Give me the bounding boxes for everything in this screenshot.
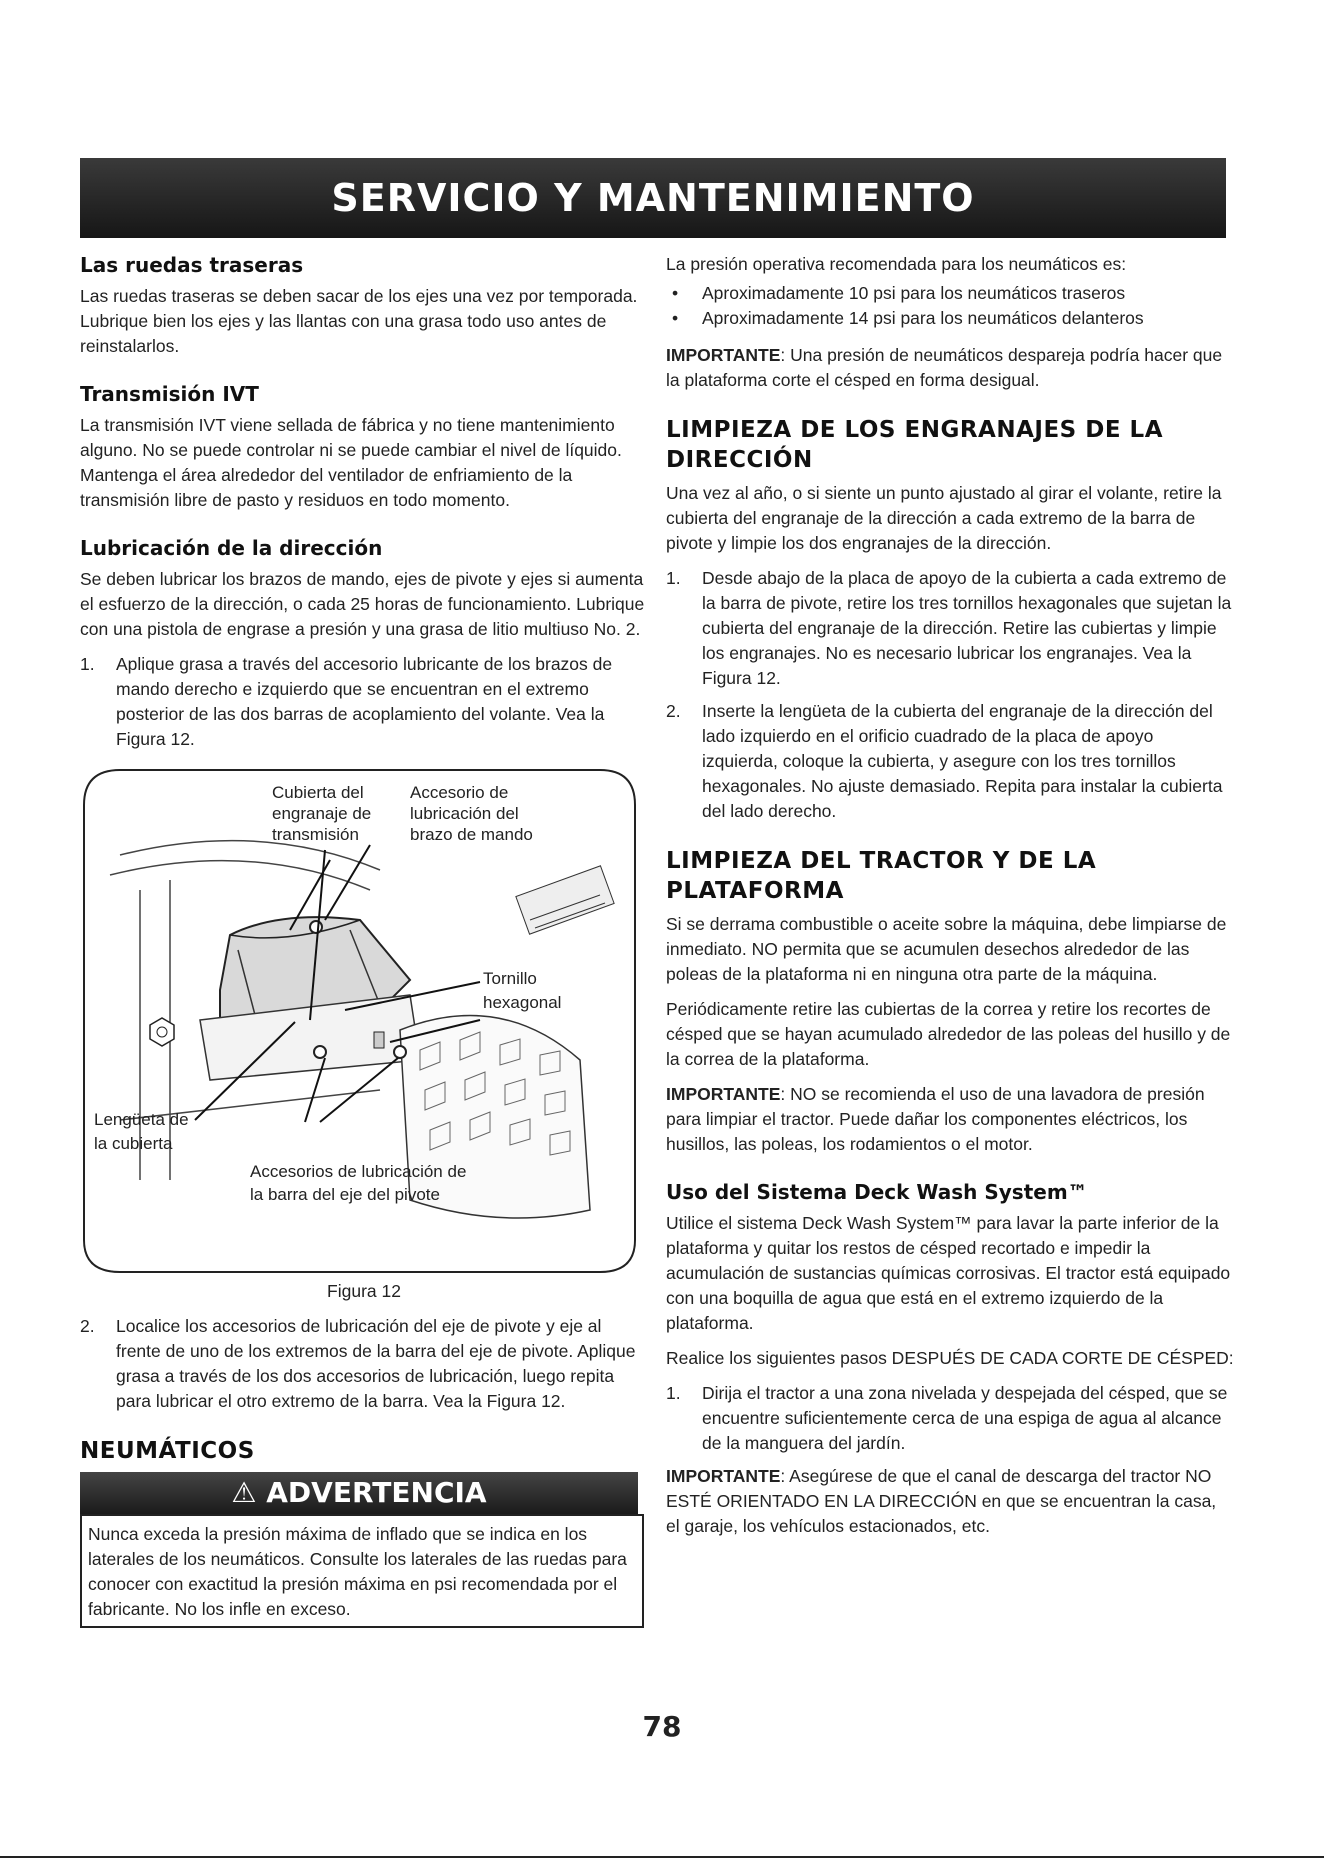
steering-lube-steps xyxy=(80,652,648,752)
label-line: Tornillo xyxy=(483,969,537,988)
text-transmission: La transmisión IVT viene sellada de fábrica y no tiene mantenimiento alguno. No se puede controlar ni se puede cambiar el nivel de líquido. Mantenga el área alrededor del ventilador de enfriamiento de la transmisión libre de pasto y residuos en todo momento. xyxy=(80,415,622,510)
step-text: Aplique grasa a través del accesorio lubricante de los brazos de mando derecho e izquierdo que se encuentran en el extremo posterior de las dos barras de acoplamiento del volante. Vea la Figura 12. xyxy=(116,654,613,749)
label-line: hexagonal xyxy=(483,993,562,1012)
figure-12 xyxy=(80,760,640,1275)
step-text: Desde abajo de la placa de apoyo de la cubierta a cada extremo de la barra de pivote, retire los tres tornillos hexagonales que sujetan la cubierta del engranaje de la dirección. Retire las cubiertas y limpie los engranajes. No es necesario lubricar los engranajes. Vea la Figura 12. xyxy=(702,568,1232,688)
bullet: • xyxy=(672,283,679,303)
list-item xyxy=(666,281,1234,306)
steering-gears-steps xyxy=(666,566,1234,824)
text-cleaning-1: Si se derrama combustible o aceite sobre la máquina, debe limpiarse de inmediato. NO permita que se acumulen desechos alrededor de las poleas de la plataforma ni en ninguna otra parte de la máquina. xyxy=(666,914,1227,984)
heading-cleaning: LIMPIEZA DEL TRACTOR Y DE LA PLATAFORMA xyxy=(666,848,1097,904)
page-number: 78 xyxy=(642,1710,682,1743)
label-cover-tab xyxy=(94,1108,189,1156)
label-line: la cubierta xyxy=(94,1134,173,1153)
text-deck-wash-2: Realice los siguientes pasos DESPUÉS DE CADA CORTE DE CÉSPED: xyxy=(666,1348,1234,1368)
step-text: Inserte la lengüeta de la cubierta del engranaje de la dirección del lado izquierdo en el orificio cuadrado de la placa de apoyo izquierda, coloque la cubierta, y asegure con los tres tornillos hexagonales. No ajuste demasiado. Repita para instalar la cubierta del lado derecho. xyxy=(702,701,1223,821)
label-gear-cover xyxy=(272,782,371,845)
warning-title: ADVERTENCIA xyxy=(266,1476,487,1509)
heading-deck-wash: Uso del Sistema Deck Wash System™ xyxy=(666,1180,1088,1204)
section-rear-wheels xyxy=(80,252,648,359)
label-line: lubricación del xyxy=(410,804,519,823)
label-line: Accesorio de xyxy=(410,783,509,802)
list-item xyxy=(666,699,1234,824)
bullet: • xyxy=(672,308,679,328)
heading-transmission: Transmisión IVT xyxy=(80,382,259,406)
step-number: 1. xyxy=(666,568,681,588)
step-number: 2. xyxy=(666,701,681,721)
step-number: 1. xyxy=(80,654,95,674)
label-line: brazo de mando xyxy=(410,825,533,844)
section-deck-wash xyxy=(666,1179,1234,1539)
steering-lube-steps-cont xyxy=(80,1314,648,1414)
warning-box xyxy=(80,1514,644,1628)
important-text: : NO se recomienda el uso de una lavadora de presión para limpiar el tractor. Puede dañar los componentes eléctricos, los husillos, las poleas, los rodamientos o el motor. xyxy=(666,1084,1205,1154)
section-steering-gears xyxy=(666,415,1234,824)
figure-caption: Figura 12 xyxy=(327,1281,401,1301)
list-item xyxy=(666,566,1234,691)
label-pivot-fittings xyxy=(250,1160,466,1206)
heading-steering-gears: LIMPIEZA DE LOS ENGRANAJES DE LA DIRECCIÓN xyxy=(666,417,1163,473)
step-number: 1. xyxy=(666,1383,681,1403)
label-line: Cubierta del xyxy=(272,783,364,802)
section-cleaning xyxy=(666,846,1234,1157)
important-label: IMPORTANTE xyxy=(666,1466,781,1486)
deck-wash-steps xyxy=(666,1381,1234,1456)
list-item xyxy=(666,306,1234,331)
list-item xyxy=(666,1381,1234,1456)
text-rear-wheels: Las ruedas traseras se deben sacar de los ejes una vez por temporada. Lubrique bien los ejes y las llantas con una grasa todo uso antes de reinstalarlos. xyxy=(80,286,638,356)
heading-tires: NEUMÁTICOS xyxy=(80,1438,255,1464)
heading-rear-wheels: Las ruedas traseras xyxy=(80,253,304,277)
important-text: : Una presión de neumáticos despareja podría hacer que la plataforma corte el césped en forma desigual. xyxy=(666,345,1223,390)
left-column xyxy=(80,252,648,1628)
text-cleaning-2: Periódicamente retire las cubiertas de la correa y retire los recortes de césped que se hayan acumulado alrededor de las poleas del husillo y de la correa de la plataforma. xyxy=(666,999,1231,1069)
label-arm-fitting xyxy=(410,782,533,845)
label-hex-screw xyxy=(483,967,561,1015)
warning-header xyxy=(80,1472,638,1514)
bottom-rule xyxy=(0,1856,1324,1858)
right-column xyxy=(666,252,1234,1549)
label-line: la barra del eje del pivote xyxy=(250,1185,440,1204)
list-item xyxy=(80,652,648,752)
pressure-list xyxy=(666,281,1234,331)
label-line: Lengüeta de xyxy=(94,1110,189,1129)
step-text: Dirija el tractor a una zona nivelada y despejada del césped, que se encuentre suficientemente cerca de una espiga de agua al alcance de la manguera del jardín. xyxy=(702,1383,1228,1453)
bullet-text: Aproximadamente 14 psi para los neumáticos delanteros xyxy=(702,308,1144,328)
step-text: Localice los accesorios de lubricación del eje de pivote y eje al frente de uno de los extremos de la barra del eje de pivote. Aplique grasa a través de los dos accesorios de lubricación, luego repita para lubricar el otro extremo de la barra. Vea la Figura 12. xyxy=(116,1316,636,1411)
section-banner: SERVICIO Y MANTENIMIENTO xyxy=(80,158,1226,238)
important-label: IMPORTANTE xyxy=(666,1084,781,1104)
heading-steering-lube: Lubricación de la dirección xyxy=(80,536,383,560)
section-steering-lube xyxy=(80,535,648,1414)
bullet-text: Aproximadamente 10 psi para los neumáticos traseros xyxy=(702,283,1126,303)
step-number: 2. xyxy=(80,1316,95,1336)
pressure-intro: La presión operativa recomendada para los neumáticos es: xyxy=(666,254,1127,274)
label-line: Accesorios de lubricación de xyxy=(250,1162,467,1181)
list-item xyxy=(80,1314,648,1414)
section-tires xyxy=(80,1436,648,1628)
text-steering-lube: Se deben lubricar los brazos de mando, ejes de pivote y ejes si aumenta el esfuerzo de la dirección, o cada 25 horas de funcionamiento. Lubrique con una pistola de engrase a presión y una grasa de litio multiuso No. 2. xyxy=(80,569,645,639)
label-line: transmisión xyxy=(272,825,359,844)
important-note-2 xyxy=(666,1082,1234,1157)
warning-text: Nunca exceda la presión máxima de inflado que se indica en los laterales de los neumáticos. Consulte los laterales de las ruedas para conocer con exactitud la presión máxima en psi recomendada por el fabricante. No los infle en exceso. xyxy=(88,1524,627,1619)
text-deck-wash-1: Utilice el sistema Deck Wash System™ para lavar la parte inferior de la plataforma y quitar los restos de césped recortado e impedir la acumulación de sustancias químicas corrosivas. El tractor está equipado con una boquilla de agua que está en el extremo izquierdo de la plataforma. xyxy=(666,1213,1231,1333)
text-steering-gears: Una vez al año, o si siente un punto ajustado al girar el volante, retire la cubierta del engranaje de la dirección a cada extremo de la barra de pivote y limpie los dos engranajes de la dirección. xyxy=(666,483,1222,553)
important-note-3 xyxy=(666,1464,1234,1539)
warning-triangle-icon: ⚠ xyxy=(231,1476,257,1509)
important-note-1 xyxy=(666,343,1234,393)
important-label: IMPORTANTE xyxy=(666,345,781,365)
important-text: : Asegúrese de que el canal de descarga del tractor NO ESTÉ ORIENTADO EN LA DIRECCIÓN en que se encuentran la casa, el garaje, los vehículos estacionados, etc. xyxy=(666,1466,1217,1536)
label-line: engranaje de xyxy=(272,804,372,823)
section-transmission xyxy=(80,381,648,513)
